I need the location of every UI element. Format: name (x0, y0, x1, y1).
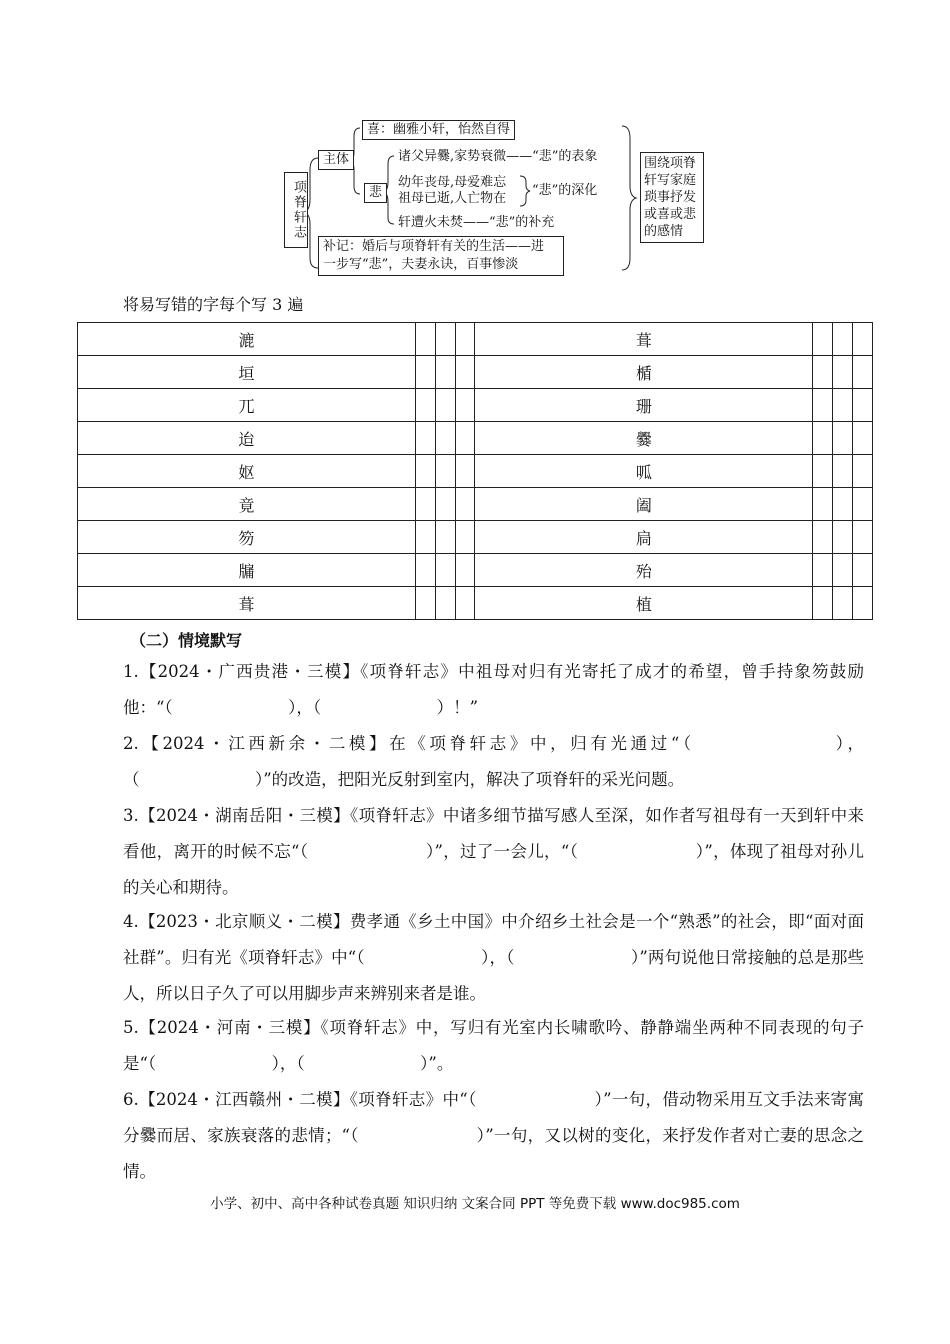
practice-char: 妪 (78, 455, 416, 488)
practice-row (78, 554, 873, 587)
diagram-buji (318, 236, 564, 276)
diagram-bei: 悲 (364, 183, 387, 203)
question-text: 5.【2024・河南・三模】《项脊轩志》中，写归有光室内长啸歌吟、静静端坐两种不同表现的句子是“（ ），（ ）”。 (123, 1018, 864, 1073)
practice-row (78, 521, 873, 554)
practice-blank-cell (455, 554, 475, 587)
question-text: 2.【2024・江西新余・二模】在《项脊轩志》中，归有光通过“（ ），（ ）”的改造，把阳光反射到室内，解决了项脊轩的采光问题。 (123, 734, 864, 789)
practice-blank-cell (435, 422, 455, 455)
practice-blank-cell (435, 323, 455, 356)
practice-blank-cell (833, 356, 853, 389)
practice-blank-cell (435, 521, 455, 554)
section-title: （二）情境默写 (130, 631, 243, 650)
practice-blank-cell (415, 521, 435, 554)
practice-blank-cell (853, 323, 873, 356)
practice-row (78, 356, 873, 389)
practice-char: 兀 (78, 389, 416, 422)
practice-blank-cell (435, 587, 455, 620)
practice-blank-cell (813, 422, 833, 455)
diagram-bei-item: 祖母已逝,人亡物在 (398, 191, 507, 206)
practice-blank-cell (833, 323, 853, 356)
practice-blank-cell (813, 323, 833, 356)
practice-blank-cell (455, 521, 475, 554)
practice-char: 楯 (475, 356, 813, 389)
practice-char: 扃 (475, 521, 813, 554)
practice-blank-cell (833, 389, 853, 422)
practice-blank-cell (853, 554, 873, 587)
practice-blank-cell (435, 488, 455, 521)
question-text: 6.【2024・江西赣州・二模】《项脊轩志》中“（ ）”一句，借动物采用互文手法来寄寓分爨而居、家族衰落的悲情；“（ ）”一句，又以树的变化，来抒发作者对亡妻的思念之情。 (123, 1090, 864, 1181)
practice-row (78, 455, 873, 488)
practice-row (78, 488, 873, 521)
practice-blank-cell (813, 587, 833, 620)
character-practice-table (77, 322, 873, 620)
practice-blank-cell (455, 455, 475, 488)
diagram-summary: 围绕项脊轩写家庭琐事抒发或喜或悲的感情 (640, 152, 704, 243)
practice-blank-cell (833, 521, 853, 554)
practice-char: 葺 (475, 323, 813, 356)
practice-blank-cell (833, 488, 853, 521)
diagram-buji-line: 补记：婚后与项脊轩有关的生活——进 (323, 239, 545, 254)
practice-blank-cell (853, 389, 873, 422)
question-4 (78, 904, 864, 1012)
practice-blank-cell (833, 554, 853, 587)
practice-blank-cell (813, 389, 833, 422)
practice-blank-cell (415, 587, 435, 620)
practice-blank-cell (455, 323, 475, 356)
practice-blank-cell (455, 587, 475, 620)
practice-blank-cell (415, 455, 435, 488)
practice-blank-cell (853, 521, 873, 554)
practice-char: 垣 (78, 356, 416, 389)
practice-row (78, 323, 873, 356)
diagram-buji-line: 一步写“悲”，夫妻永诀，百事惨淡 (323, 257, 519, 272)
practice-char: 迨 (78, 422, 416, 455)
practice-blank-cell (853, 356, 873, 389)
practice-char: 竟 (78, 488, 416, 521)
diagram-bei-item: 幼年丧母,母爱难忘 (398, 175, 507, 190)
practice-char: 殆 (475, 554, 813, 587)
practice-char: 爨 (475, 422, 813, 455)
practice-char: 植 (475, 587, 813, 620)
practice-blank-cell (833, 455, 853, 488)
question-5 (78, 1010, 864, 1082)
practice-blank-cell (435, 455, 455, 488)
practice-row (78, 587, 873, 620)
practice-blank-cell (435, 389, 455, 422)
question-text: 4.【2023・北京顺义・二模】费孝通《乡土中国》中介绍乡土社会是一个“熟悉”的社会，即“面对面社群”。归有光《项脊轩志》中“（ ），（ ）”两句说他日常接触的总是那些人，所以日子久了可以用脚步声来辨别来者是谁。 (123, 912, 864, 1003)
practice-blank-cell (415, 422, 435, 455)
question-3 (78, 798, 864, 906)
practice-blank-cell (415, 554, 435, 587)
diagram-bei-item: “悲”的深化 (532, 183, 598, 198)
question-2 (78, 726, 864, 798)
practice-blank-cell (435, 554, 455, 587)
practice-blank-cell (813, 356, 833, 389)
practice-blank-cell (455, 356, 475, 389)
practice-blank-cell (415, 356, 435, 389)
practice-blank-cell (435, 356, 455, 389)
question-text: 3.【2024・湖南岳阳・三模】《项脊轩志》中诸多细节描写感人至深，如作者写祖母有一天到轩中来看他，离开的时候不忘“（ ）”，过了一会儿，“（ ）”，体现了祖母对孙儿的关心和期待。 (123, 806, 864, 897)
diagram-xi: 喜：幽雅小轩，怡然自得 (362, 120, 515, 140)
practice-char: 葺 (78, 587, 416, 620)
practice-blank-cell (813, 488, 833, 521)
practice-blank-cell (833, 422, 853, 455)
practice-char: 牖 (78, 554, 416, 587)
practice-blank-cell (853, 488, 873, 521)
practice-char: 呱 (475, 455, 813, 488)
practice-blank-cell (813, 554, 833, 587)
practice-blank-cell (455, 389, 475, 422)
diagram-root: 项脊轩志 (284, 172, 308, 248)
question-6 (78, 1082, 864, 1190)
practice-row (78, 389, 873, 422)
practice-blank-cell (813, 455, 833, 488)
practice-row (78, 422, 873, 455)
practice-blank-cell (813, 521, 833, 554)
practice-char: 珊 (475, 389, 813, 422)
practice-blank-cell (455, 422, 475, 455)
diagram-bei-item: 轩遭火未焚——“悲”的补充 (398, 215, 555, 230)
question-1 (78, 654, 864, 726)
practice-blank-cell (853, 455, 873, 488)
practice-blank-cell (853, 587, 873, 620)
practice-blank-cell (415, 323, 435, 356)
practice-blank-cell (833, 587, 853, 620)
practice-char: 漉 (78, 323, 416, 356)
practice-instruction: 将易写错的字每个写 3 遍 (123, 295, 304, 314)
practice-blank-cell (415, 488, 435, 521)
diagram-zhuti: 主体 (318, 150, 354, 170)
question-text: 1.【2024・广西贵港・三模】《项脊轩志》中祖母对归有光寄托了成才的希望，曾手持象笏鼓励他：“（ ），（ ）！” (123, 662, 864, 717)
diagram-bei-item: 诸父异爨,家势衰微——“悲”的表象 (398, 149, 598, 164)
practice-char: 笏 (78, 521, 416, 554)
practice-blank-cell (853, 422, 873, 455)
practice-blank-cell (455, 488, 475, 521)
practice-char: 阖 (475, 488, 813, 521)
practice-blank-cell (415, 389, 435, 422)
page-footer: 小学、初中、高中各种试卷真题 知识归纳 文案合同 PPT 等免费下载 www.doc985.com (210, 1196, 740, 1212)
